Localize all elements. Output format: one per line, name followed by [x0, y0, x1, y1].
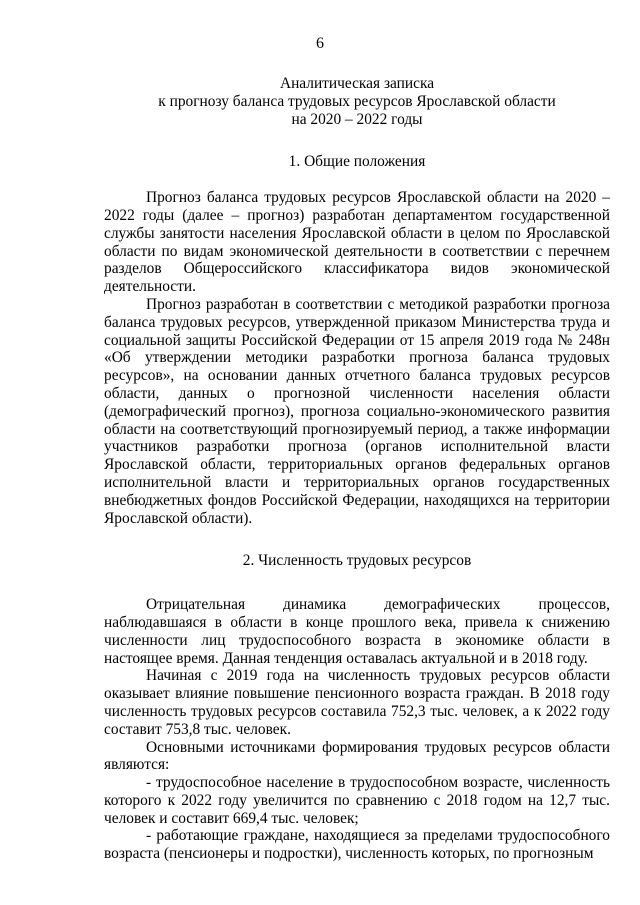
list-item: - трудоспособное население в трудоспособном возрасте, численность которого к 2022 году увеличится по сравнению с 2018 годом на 12,7 тыс. человек и составит 669,4 тыс. человек; [104, 774, 610, 827]
paragraph: Начиная с 2019 года на численность трудовых ресурсов области оказывает влияние повышение пенсионного возраста граждан. В 2018 году численность трудовых ресурсов составила 752,3 тыс. человек, а к 2022 году составит 753,8 тыс. человек. [104, 667, 610, 738]
title-line-3: на 2020 – 2022 годы [291, 110, 423, 128]
section-heading-general: 1. Общие положения [288, 153, 426, 171]
document-title [104, 75, 610, 128]
paragraph: Прогноз разработан в соответствии с методикой разработки прогноза баланса трудовых ресурсов, утвержденной приказом Министерства труда и социальной защиты Российской Федерации от 15 апреля 2019 года № 248н «Об утверждении методики разработки прогноза баланса трудовых ресурсов», на основании данных отчетного баланса трудовых ресурсов области, данных о прогнозной численности населения области (демографический прогноз), прогноза социально-экономического развития области на соответствующий прогнозируемый период, а также информации участников разработки прогноза (органов исполнительной власти Ярославской области, территориальных органов федеральных органов исполнительной власти и территориальных органов государственных внебюджетных фондов Российской Федерации, находящихся на территории Ярославской области). [104, 295, 610, 527]
section-heading-labor: 2. Численность трудовых ресурсов [242, 552, 472, 570]
paragraph: Основными источниками формирования трудовых ресурсов области являются: [104, 738, 610, 774]
list-item: - работающие граждане, находящиеся за пределами трудоспособного возраста (пенсионеры и подростки), численность которых, по прогнозным [104, 827, 610, 863]
document-body [104, 75, 610, 863]
paragraph: Отрицательная динамика демографических процессов, наблюдавшаяся в области в конце прошлого века, привела к снижению численности лиц трудоспособного возраста в экономике области в настоящее время. Данная тенденция оставалась актуальной и в 2018 году. [104, 596, 610, 667]
page-number: 6 [316, 35, 324, 52]
title-line-2: к прогнозу баланса трудовых ресурсов Ярославской области [158, 92, 556, 110]
paragraph: Прогноз баланса трудовых ресурсов Ярославской области на 2020 – 2022 годы (далее – прогноз) разработан департаментом государственной службы занятости населения Ярославской области в целом по Ярославской области по видам экономической деятельности в соответствии с перечнем разделов Общероссийского классификатора видов экономической деятельности. [104, 189, 610, 296]
title-line-1: Аналитическая записка [279, 75, 435, 92]
